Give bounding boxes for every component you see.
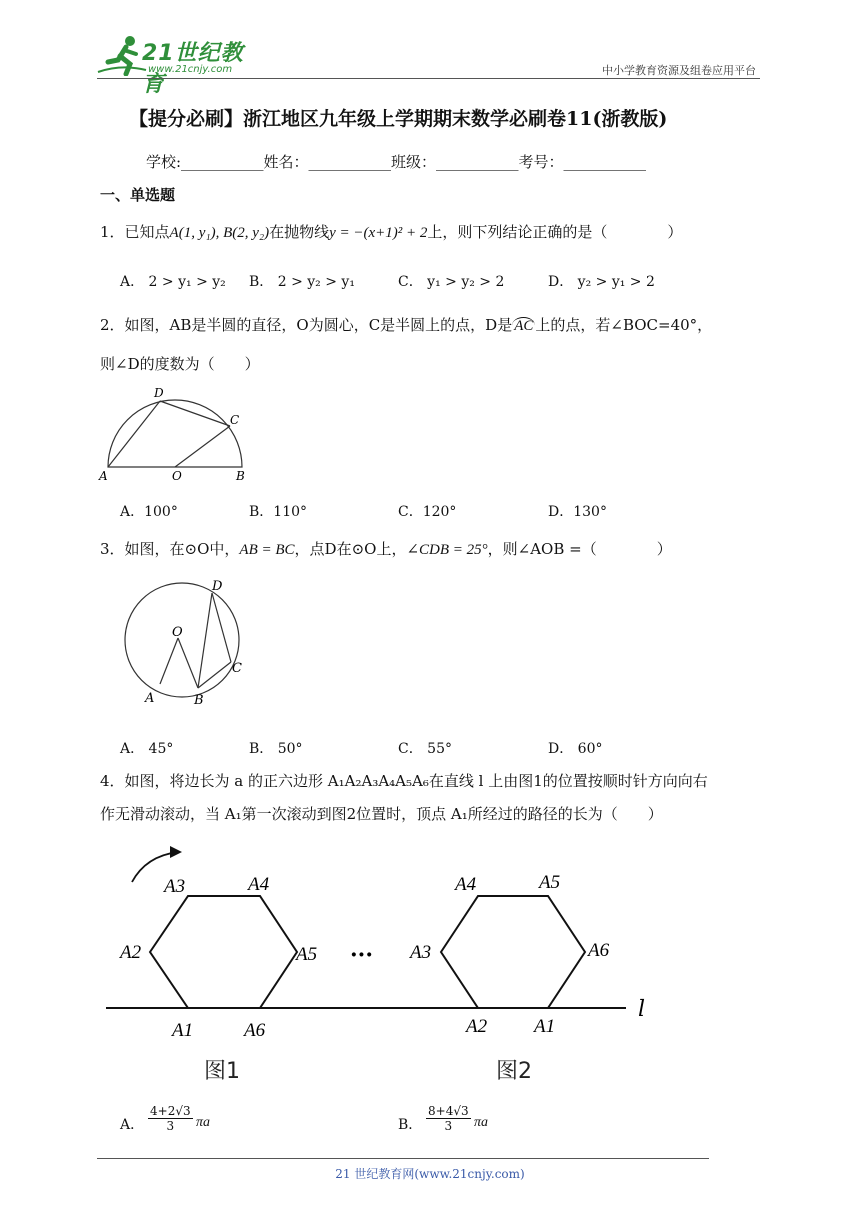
fig1-label-a2: A2 <box>120 942 142 963</box>
header-platform-text: 中小学教育资源及组卷应用平台 <box>602 64 756 77</box>
ellipsis: ··· <box>350 942 373 968</box>
fig-label-o: O <box>172 625 183 640</box>
q2-option-c[interactable]: C．120° <box>398 504 457 520</box>
fig1-label-a4: A4 <box>248 874 270 895</box>
footer-text: 21 世纪教育网(www.21cnjy.com) <box>335 1167 525 1181</box>
question-1: 1．已知点A(1, y₁), B(2, y₂)在抛物线y = −(x+1)² + 2上，则下列结论正确的是（ ） <box>100 223 683 241</box>
fig-label-d: D <box>154 386 164 400</box>
math-parabola: y = −(x+1)² + 2 <box>329 225 428 241</box>
arc-ac: AC <box>514 318 534 334</box>
fig-label-c: C <box>232 661 242 676</box>
question-2-line2: 则∠D的度数为（ ） <box>100 355 260 373</box>
q1-option-d[interactable]: D． y₂ > y₁ > 2 <box>548 274 655 290</box>
line-label-l: l <box>638 997 646 1022</box>
header-rule <box>97 78 760 79</box>
q1-option-b[interactable]: B． 2 > y₂ > y₁ <box>249 274 355 290</box>
q3-option-d[interactable]: D． 60° <box>548 741 603 757</box>
fig-label-o: O <box>172 469 182 483</box>
q2-semicircle-figure <box>96 384 256 484</box>
fig2-label-a3: A3 <box>410 942 432 963</box>
fig2-label-a4: A4 <box>455 874 477 895</box>
q1-option-c[interactable]: C． y₁ > y₂ > 2 <box>398 274 505 290</box>
fig-label-d: D <box>212 579 223 594</box>
q4-hexagon-figure <box>100 838 700 1088</box>
logo-title: 21世纪教育 <box>142 41 244 97</box>
q1-option-a[interactable]: A． 2 > y₁ > y₂ <box>120 274 226 290</box>
fig1-label-a1: A1 <box>172 1020 194 1041</box>
fig2-label-a5: A5 <box>539 872 561 893</box>
fig1-label-a6: A6 <box>244 1020 266 1041</box>
page-title: 【提分必刷】浙江地区九年级上学期期末数学必刷卷11(浙教版) <box>129 108 668 130</box>
caption-figure-2: 图2 <box>496 1059 532 1084</box>
fig-label-b: B <box>194 693 204 708</box>
arc-equation: AB = BC <box>239 542 295 558</box>
runner-logo-icon <box>96 34 148 76</box>
question-3: 3．如图，在⊙O中，AB = BC，点D在⊙O上，∠CDB = 25°，则∠AOB =（ ） <box>100 540 672 558</box>
caption-figure-1: 图1 <box>204 1059 240 1084</box>
section-heading: 一、单选题 <box>100 186 176 204</box>
angle-cdb: ∠CDB = 25° <box>406 542 488 558</box>
math-points: A(1, y₁), B(2, y₂) <box>169 225 270 241</box>
fig-label-a: A <box>99 469 108 483</box>
fig-label-a: A <box>145 691 155 706</box>
fig-label-c: C <box>230 413 240 427</box>
question-4-line2: 作无滑动滚动，当 A₁第一次滚动到图2位置时，顶点 A₁所经过的路径的长为（ ） <box>100 805 663 823</box>
fig1-label-a3: A3 <box>164 876 186 897</box>
fig2-label-a6: A6 <box>588 940 610 961</box>
fraction: 4+2√3 3 <box>150 1104 191 1133</box>
student-info-line: 学校:___________姓名：___________班级：___________考号：___________ <box>146 153 647 171</box>
q2-option-b[interactable]: B．110° <box>249 504 308 520</box>
fig1-label-a5: A5 <box>296 944 318 965</box>
fraction: 8+4√3 3 <box>428 1104 469 1133</box>
footer-rule <box>97 1158 709 1159</box>
logo-url: www.21cnjy.com <box>148 64 233 75</box>
q3-option-a[interactable]: A． 45° <box>120 741 174 757</box>
q2-option-d[interactable]: D．130° <box>548 504 607 520</box>
fig-label-b: B <box>236 469 245 483</box>
q3-option-c[interactable]: C． 55° <box>398 741 452 757</box>
q3-option-b[interactable]: B． 50° <box>249 741 303 757</box>
question-4-line1: 4．如图，将边长为 a 的正六边形 A₁A₂A₃A₄A₅A₆在直线 l 上由图1的位置按顺时针方向向右 <box>100 772 708 790</box>
q2-option-a[interactable]: A．100° <box>120 504 178 520</box>
fig2-label-a1: A1 <box>534 1016 556 1037</box>
fig2-label-a2: A2 <box>466 1016 488 1037</box>
logo <box>96 34 266 97</box>
q3-circle-figure <box>118 576 258 711</box>
question-2-line1: 2．如图，AB是半圆的直径，O为圆心，C是半圆上的点，D是 AC 上的点，若∠BOC=40°， <box>100 316 713 334</box>
